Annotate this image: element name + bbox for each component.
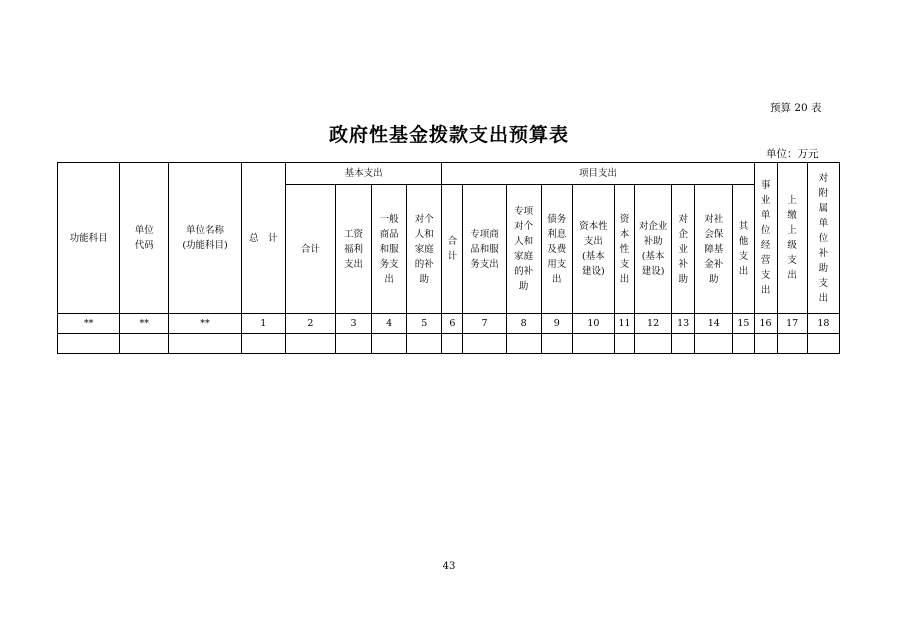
- table-cell: 1: [241, 314, 285, 334]
- table-cell: 11: [614, 314, 634, 334]
- header-project-expenditure: 项目支出: [442, 163, 754, 185]
- header-enterprise: 对企业补助: [672, 185, 695, 314]
- table-cell: [442, 334, 463, 354]
- header-capital-basic: 资本性支出(基本建设): [572, 185, 614, 314]
- table-cell: [335, 334, 371, 354]
- table-cell: [169, 334, 241, 354]
- table-cell: [695, 334, 733, 354]
- header-special-personal: 专项对个人和家庭的补助: [506, 185, 541, 314]
- table-cell: [672, 334, 695, 354]
- unit-label: 单位：万元: [766, 148, 819, 160]
- table-cell: [506, 334, 541, 354]
- table-cell: 12: [635, 314, 672, 334]
- header-wages: 工资福利支出: [335, 185, 371, 314]
- header-capital: 资本性支出: [614, 185, 634, 314]
- header-social: 对社会保障基金补助: [695, 185, 733, 314]
- table-cell: [285, 334, 335, 354]
- table-cell: 6: [442, 314, 463, 334]
- table-cell: 18: [807, 314, 839, 334]
- table-cell: 10: [572, 314, 614, 334]
- budget-table: [57, 162, 840, 354]
- table-cell: [635, 334, 672, 354]
- table-cell: [572, 334, 614, 354]
- table-cell: [777, 334, 807, 354]
- header-other: 其他支出: [733, 185, 754, 314]
- index-row: [58, 314, 840, 334]
- table-cell: 4: [372, 314, 407, 334]
- table-cell: **: [120, 314, 169, 334]
- table-cell: 15: [733, 314, 754, 334]
- table-cell: [807, 334, 839, 354]
- header-enterprise-basic: 对企业补助(基本建设): [635, 185, 672, 314]
- table-cell: [120, 334, 169, 354]
- table-cell: [407, 334, 442, 354]
- table-cell: 13: [672, 314, 695, 334]
- header-special-goods: 专项商品和服务支出: [463, 185, 506, 314]
- header-goods: 一般商品和服务支出: [372, 185, 407, 314]
- header-func-subject: 功能科目: [58, 163, 120, 314]
- header-remit: 上缴上级支出: [777, 163, 807, 314]
- table-cell: **: [169, 314, 241, 334]
- table-cell: 14: [695, 314, 733, 334]
- table-cell: 17: [777, 314, 807, 334]
- header-unit-name: 单位名称(功能科目): [169, 163, 241, 314]
- header-debt: 债务利息及费用支出: [541, 185, 572, 314]
- header-personal: 对个人和家庭的补助: [407, 185, 442, 314]
- table-cell: [241, 334, 285, 354]
- table-cell: [463, 334, 506, 354]
- table-cell: [614, 334, 634, 354]
- page-title: 政府性基金拨款支出预算表: [328, 124, 569, 146]
- header-total: 总 计: [241, 163, 285, 314]
- table-cell: 9: [541, 314, 572, 334]
- header-subsidiary: 对附属单位补助支出: [807, 163, 839, 314]
- table-cell: 5: [407, 314, 442, 334]
- header-unit-code: 单位代码: [120, 163, 169, 314]
- header-operation: 事业单位经营支出: [754, 163, 777, 314]
- table-cell: **: [58, 314, 120, 334]
- table-cell: 3: [335, 314, 371, 334]
- header-project-sum: 合计: [442, 185, 463, 314]
- table-cell: [58, 334, 120, 354]
- header-basic-expenditure: 基本支出: [285, 163, 442, 185]
- table-cell: [754, 334, 777, 354]
- header-basic-sum: 合计: [285, 185, 335, 314]
- page-number: 43: [442, 561, 456, 572]
- empty-row: [58, 334, 840, 354]
- table-cell: [541, 334, 572, 354]
- header-row-1: [58, 163, 840, 185]
- table-number: 预算 20 表: [770, 102, 822, 114]
- table-cell: [372, 334, 407, 354]
- table-cell: 7: [463, 314, 506, 334]
- table-cell: [733, 334, 754, 354]
- table-cell: 2: [285, 314, 335, 334]
- table-cell: 16: [754, 314, 777, 334]
- table-cell: 8: [506, 314, 541, 334]
